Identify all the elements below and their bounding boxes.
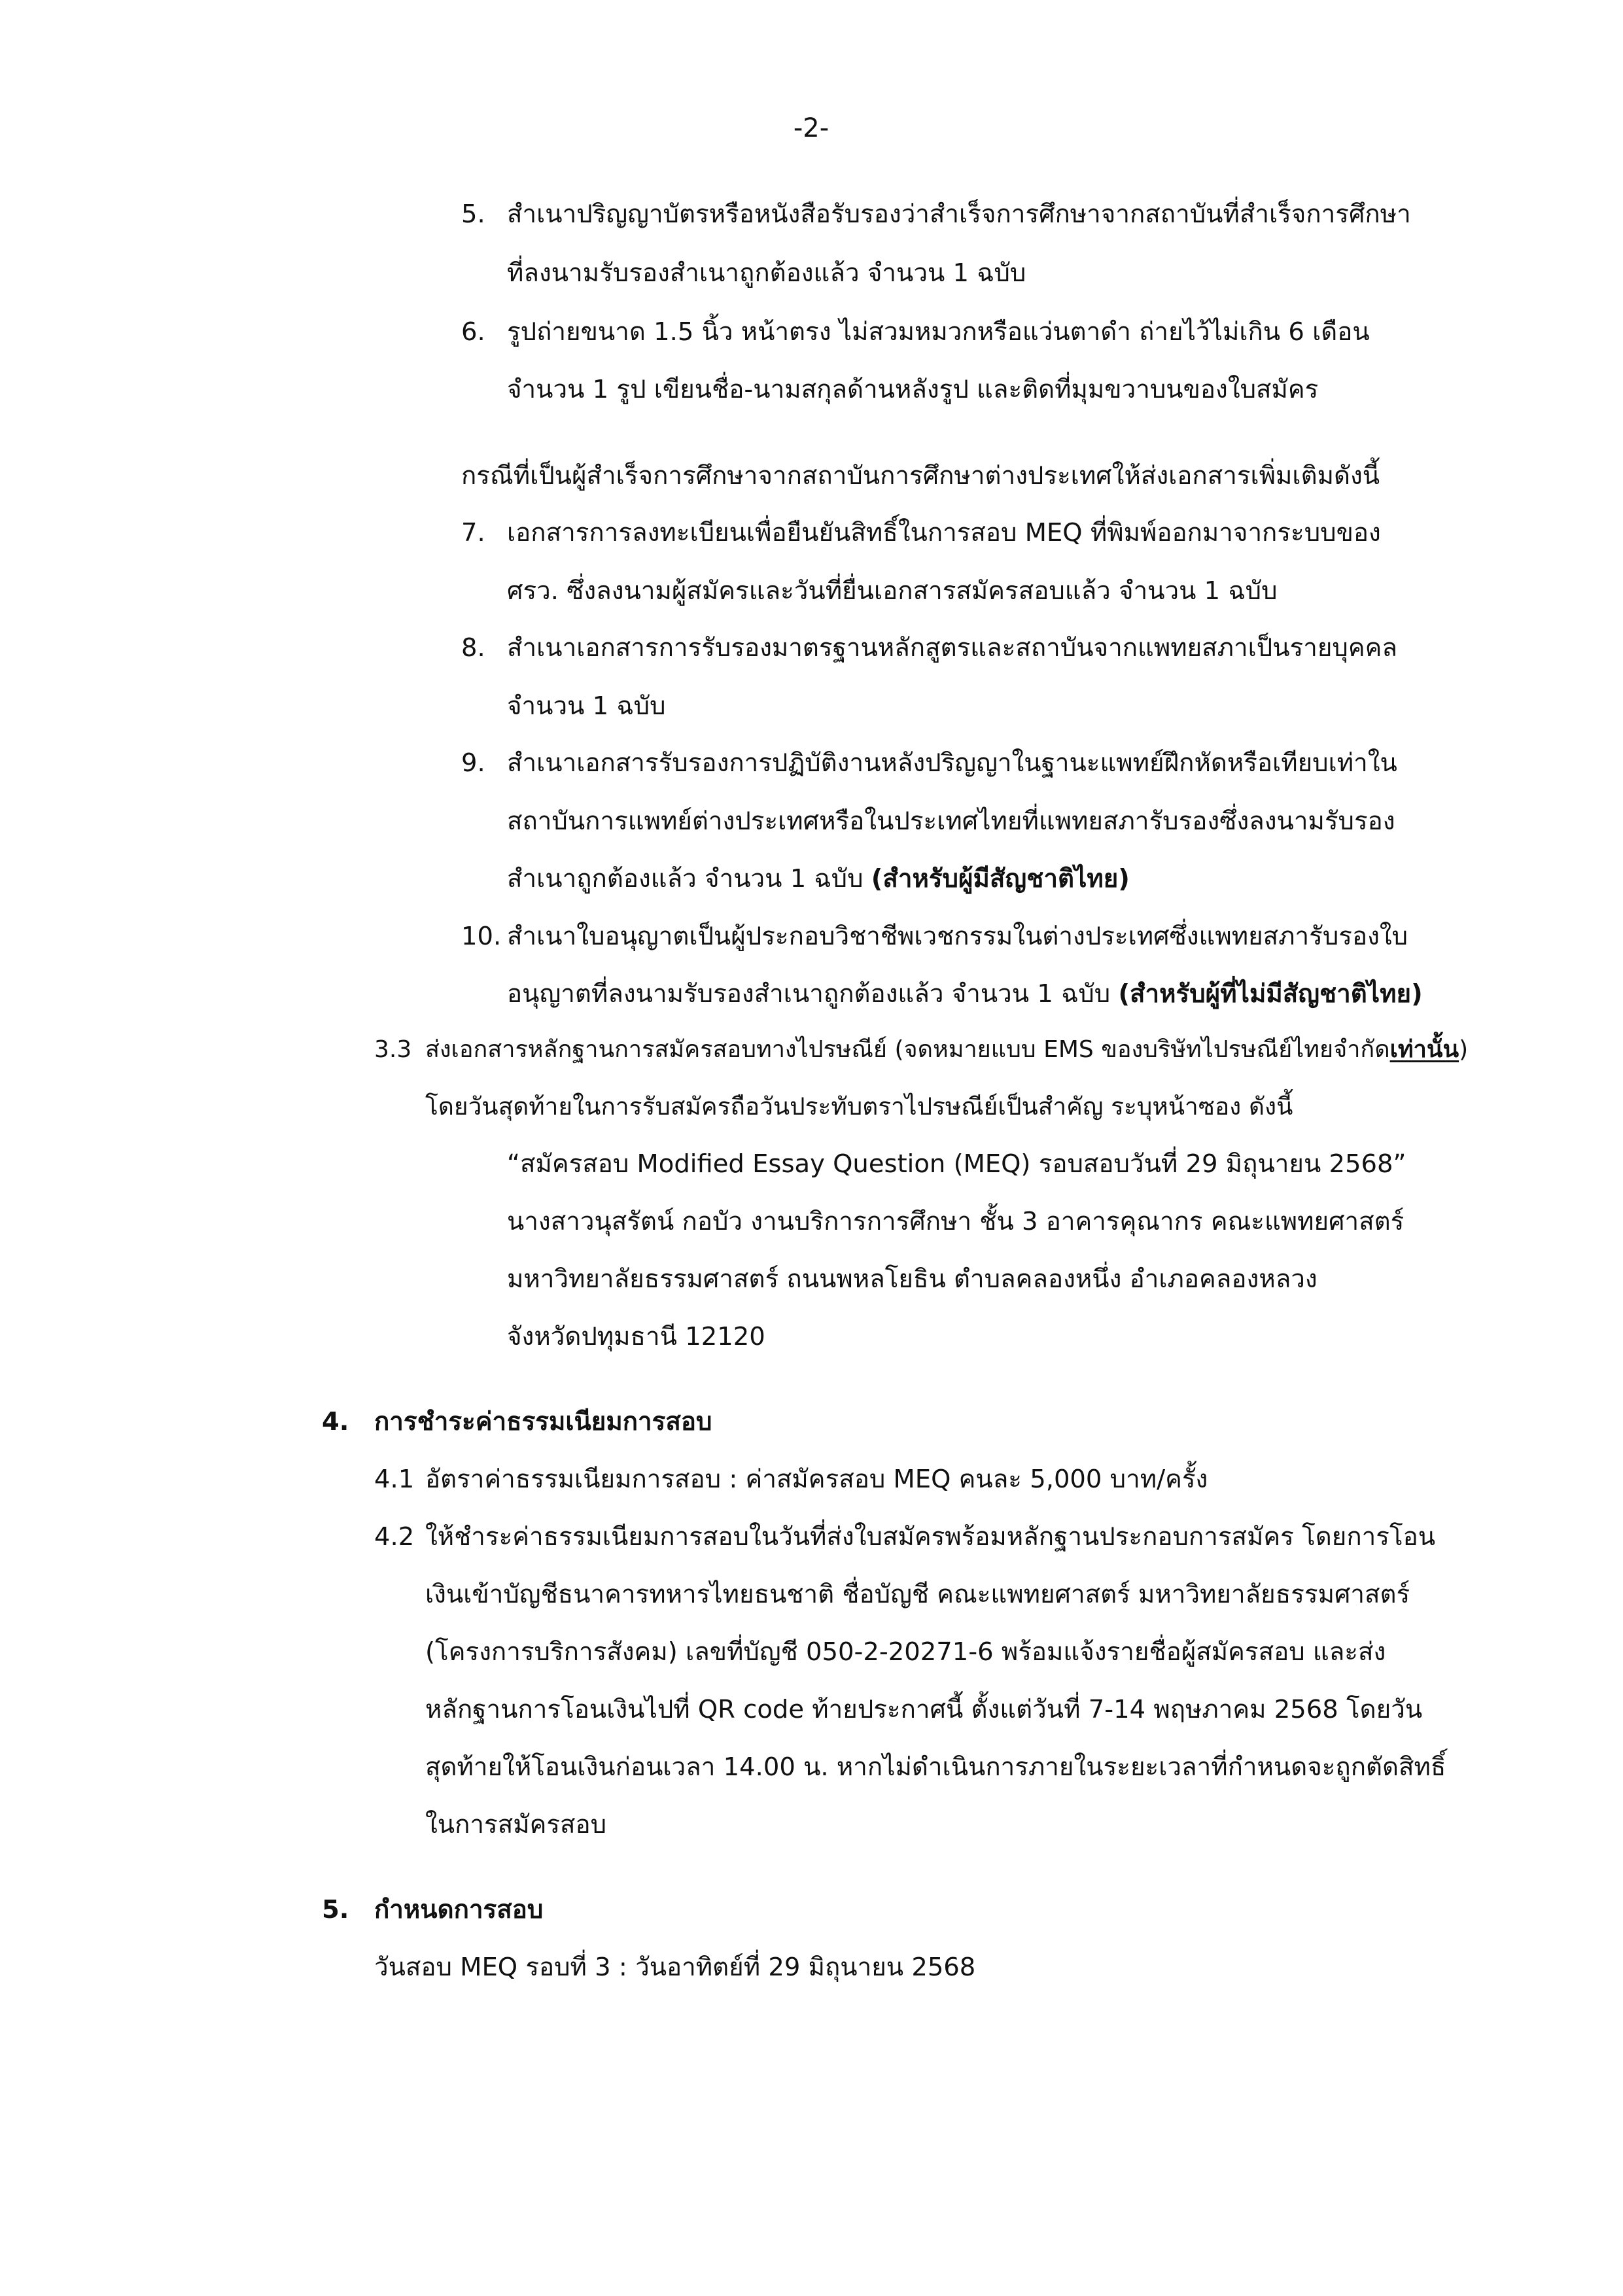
envelope-address-line-4: จังหวัดปทุมธานี 12120 [507, 1322, 765, 1351]
item-9-line-3-text: สำเนาถูกต้องแล้ว จำนวน 1 ฉบับ [507, 864, 864, 894]
section-3-3-only-emphasis: เท่านั้น [1389, 1036, 1459, 1063]
section-3-3-number: 3.3 [374, 1036, 412, 1063]
section-3-3-line-1 [425, 1032, 1468, 1068]
item-10-nationality-note: (สำหรับผู้ที่ไม่มีสัญชาติไทย) [1118, 979, 1423, 1009]
item-9-line-3 [507, 861, 1130, 897]
section-3-3-line-2: โดยวันสุดท้ายในการรับสมัครถือวันประทับตราไปรษณีย์เป็นสำคัญ ระบุหน้าซอง ดังนี้ [425, 1092, 1293, 1121]
item-5-line-1: สำเนาปริญญาบัตรหรือหนังสือรับรองว่าสำเร็จการศึกษาจากสถาบันที่สำเร็จการศึกษา [507, 200, 1411, 229]
section-4-1-text: อัตราค่าธรรมเนียมการสอบ : ค่าสมัครสอบ MEQ คนละ 5,000 บาท/ครั้ง [425, 1465, 1208, 1494]
section-3-3-line-1-text: ส่งเอกสารหลักฐานการสมัครสอบทางไปรษณีย์ (จดหมายแบบ EMS ของบริษัทไปรษณีย์ไทยจำกัด [425, 1036, 1390, 1063]
foreign-graduate-intro: กรณีที่เป็นผู้สำเร็จการศึกษาจากสถาบันการศึกษาต่างประเทศให้ส่งเอกสารเพิ่มเติมดังนี้ [461, 461, 1380, 491]
item-10-number: 10. [461, 922, 502, 951]
section-4-heading: การชำระค่าธรรมเนียมการสอบ [374, 1407, 712, 1436]
item-6-line-2: จำนวน 1 รูป เขียนชื่อ-นามสกุลด้านหลังรูป และติดที่มุมขวาบนของใบสมัคร [507, 375, 1319, 404]
section-4-2-line-3: (โครงการบริการสังคม) เลขที่บัญชี 050-2-20271-6 พร้อมแจ้งรายชื่อผู้สมัครสอบ และส่ง [425, 1637, 1386, 1667]
item-7-line-1: เอกสารการลงทะเบียนเพื่อยืนยันสิทธิ์ในการสอบ MEQ ที่พิมพ์ออกมาจากระบบของ [507, 518, 1381, 548]
section-4-1-number: 4.1 [374, 1465, 415, 1494]
section-4-number: 4. [322, 1407, 349, 1436]
section-3-3-line-1-end: ) [1459, 1036, 1469, 1063]
item-9-line-1: สำเนาเอกสารรับรองการปฏิบัติงานหลังปริญญาในฐานะแพทย์ฝึกหัดหรือเทียบเท่าใน [507, 748, 1397, 778]
page-number: -2- [793, 113, 829, 143]
item-8-number: 8. [461, 633, 485, 663]
envelope-address-line-1: “สมัครสอบ Modified Essay Question (MEQ) รอบสอบวันที่ 29 มิถุนายน 2568” [507, 1149, 1406, 1179]
item-9-number: 9. [461, 748, 485, 778]
envelope-address-line-3: มหาวิทยาลัยธรรมศาสตร์ ถนนพหลโยธิน ตำบลคลองหนึ่ง อำเภอคลองหลวง [507, 1264, 1318, 1294]
item-5-number: 5. [461, 200, 485, 229]
item-8-line-1: สำเนาเอกสารการรับรองมาตรฐานหลักสูตรและสถาบันจากแพทยสภาเป็นรายบุคคล [507, 633, 1397, 663]
section-5-number: 5. [322, 1895, 349, 1924]
section-4-2-line-2: เงินเข้าบัญชีธนาคารทหารไทยธนชาติ ชื่อบัญชี คณะแพทยศาสตร์ มหาวิทยาลัยธรรมศาสตร์ [425, 1580, 1410, 1609]
section-4-2-line-5: สุดท้ายให้โอนเงินก่อนเวลา 14.00 น. หากไม่ดำเนินการภายในระยะเวลาที่กำหนดจะถูกตัดสิทธิ์ [425, 1752, 1446, 1782]
section-4-2-line-1: ให้ชำระค่าธรรมเนียมการสอบในวันที่ส่งใบสมัครพร้อมหลักฐานประกอบการสมัคร โดยการโอน [425, 1522, 1436, 1552]
item-10-line-2-text: อนุญาตที่ลงนามรับรองสำเนาถูกต้องแล้ว จำนวน 1 ฉบับ [507, 979, 1111, 1009]
section-4-2-line-4: หลักฐานการโอนเงินไปที่ QR code ท้ายประกาศนี้ ตั้งแต่วันที่ 7-14 พฤษภาคม 2568 โดยวัน [425, 1695, 1423, 1724]
item-6-number: 6. [461, 317, 485, 347]
section-4-2-number: 4.2 [374, 1522, 415, 1552]
exam-date-line: วันสอบ MEQ รอบที่ 3 : วันอาทิตย์ที่ 29 มิถุนายน 2568 [374, 1953, 976, 1982]
item-9-nationality-note: (สำหรับผู้มีสัญชาติไทย) [871, 864, 1130, 894]
envelope-address-line-2: นางสาวนุสรัตน์ กอบัว งานบริการการศึกษา ชั้น 3 อาคารคุณากร คณะแพทยศาสตร์ [507, 1207, 1405, 1236]
item-9-line-2: สถาบันการแพทย์ต่างประเทศหรือในประเทศไทยที่แพทยสภารับรองซึ่งลงนามรับรอง [507, 807, 1395, 836]
item-7-line-2: ศรว. ซึ่งลงนามผู้สมัครและวันที่ยื่นเอกสารสมัครสอบแล้ว จำนวน 1 ฉบับ [507, 576, 1278, 606]
item-10-line-1: สำเนาใบอนุญาตเป็นผู้ประกอบวิชาชีพเวชกรรมในต่างประเทศซึ่งแพทยสภารับรองใบ [507, 922, 1408, 951]
item-8-line-2: จำนวน 1 ฉบับ [507, 691, 666, 721]
item-7-number: 7. [461, 518, 485, 548]
item-10-line-2 [507, 976, 1423, 1013]
section-4-2-line-6: ในการสมัครสอบ [425, 1810, 607, 1839]
section-5-heading: กำหนดการสอบ [374, 1895, 544, 1924]
item-5-line-2: ที่ลงนามรับรองสำเนาถูกต้องแล้ว จำนวน 1 ฉบับ [507, 258, 1026, 288]
item-6-line-1: รูปถ่ายขนาด 1.5 นิ้ว หน้าตรง ไม่สวมหมวกหรือแว่นตาดำ ถ่ายไว้ไม่เกิน 6 เดือน [507, 317, 1370, 347]
